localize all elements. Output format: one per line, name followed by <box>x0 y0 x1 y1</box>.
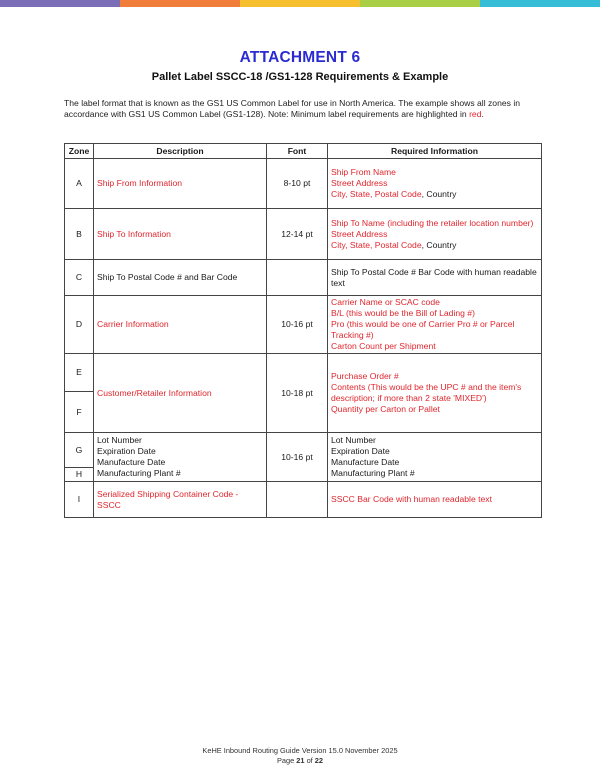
required-info-cell <box>328 209 542 260</box>
requirements-table <box>64 143 542 518</box>
font-cell <box>267 482 328 518</box>
table-row-zone-c <box>65 260 542 296</box>
description-line: Manufacture Date <box>97 457 166 467</box>
description-cell: Carrier Information <box>94 296 267 354</box>
zone-cell: C <box>65 260 94 296</box>
intro-end: . <box>481 109 484 119</box>
info-line: Purchase Order # <box>331 371 399 381</box>
info-line: Ship To Name (including the retailer location number) <box>331 217 534 228</box>
info-line: Pro (this would be one of Carrier Pro # or Parcel Tracking #) <box>331 319 515 340</box>
description-line: Manufacturing Plant # <box>97 468 181 478</box>
table-row-zone-e <box>65 354 542 392</box>
info-line: Carton Count per Shipment <box>331 341 436 351</box>
color-bar-segment-1 <box>0 0 120 7</box>
required-info-cell <box>328 433 542 482</box>
description-cell <box>94 433 267 482</box>
info-line: B/L (this would be the Bill of Lading #) <box>331 308 475 318</box>
font-cell: 12-14 pt <box>267 209 328 260</box>
required-info-cell <box>328 354 542 433</box>
page-current: 21 <box>296 756 305 765</box>
info-line: Contents (This would be the UPC # and the item's description; if more than 2 state 'MIXED') <box>331 382 522 403</box>
zone-cell: D <box>65 296 94 354</box>
header-zone: Zone <box>65 144 94 159</box>
required-info-cell: Ship To Postal Code # Bar Code with human readable text <box>328 260 542 296</box>
color-bar-segment-5 <box>480 0 600 7</box>
description-cell: Ship To Postal Code # and Bar Code <box>94 260 267 296</box>
info-line <box>331 240 538 251</box>
zone-cell: G <box>65 433 94 468</box>
required-info-cell <box>328 296 542 354</box>
page-prefix: Page <box>276 756 297 765</box>
footer-page-number <box>0 756 600 766</box>
info-line: Street Address <box>331 228 388 239</box>
description-line: Expiration Date <box>97 446 156 456</box>
info-line: Manufacturing Plant # <box>331 468 415 478</box>
color-bar-segment-4 <box>360 0 480 7</box>
zone-cell: E <box>65 354 94 392</box>
description-line: Lot Number <box>97 435 142 445</box>
font-cell: 8-10 pt <box>267 159 328 209</box>
description-cell: Customer/Retailer Information <box>94 354 267 433</box>
description-cell: Serialized Shipping Container Code - SSCC <box>94 482 267 518</box>
zone-cell: H <box>65 468 94 482</box>
table-row-zone-i <box>65 482 542 518</box>
font-cell: 10-16 pt <box>267 296 328 354</box>
page-footer <box>0 746 600 766</box>
info-line-highlight: City, State, Postal Code <box>331 239 422 250</box>
info-line: Ship From Name <box>331 167 396 177</box>
footer-guide-version: KeHE Inbound Routing Guide Version 15.0 November 2025 <box>202 746 398 755</box>
intro-highlight-word: red <box>469 109 482 119</box>
header-description: Description <box>94 144 267 159</box>
intro-paragraph <box>64 98 544 120</box>
table-header-row <box>65 144 542 159</box>
info-line: Expiration Date <box>331 446 390 456</box>
info-line <box>331 189 538 200</box>
table-row-zone-g <box>65 433 542 468</box>
page-title: ATTACHMENT 6 <box>239 49 361 66</box>
info-line-tail: , Country <box>421 239 457 250</box>
color-bar-segment-2 <box>120 0 240 7</box>
font-cell: 10-16 pt <box>267 433 328 482</box>
zone-cell: A <box>65 159 94 209</box>
color-bar-segment-3 <box>240 0 360 7</box>
table-row-zone-b <box>65 209 542 260</box>
info-line-highlight: City, State, Postal Code <box>331 189 422 199</box>
font-cell: 10-18 pt <box>267 354 328 433</box>
description-cell: Ship From Information <box>94 159 267 209</box>
info-line: Lot Number <box>331 435 376 445</box>
table-row-zone-a <box>65 159 542 209</box>
font-cell <box>267 260 328 296</box>
info-line: Carrier Name or SCAC code <box>331 297 440 307</box>
intro-text: The label format that is known as the GS1 US Common Label for use in North America. The example shows all zones in accordance with GS1 US Common Label (GS1-128). Note: Minimum label requirements are highlighted in <box>64 98 521 119</box>
header-required-information: Required Information <box>328 144 542 159</box>
info-line: Quantity per Carton or Pallet <box>331 404 440 414</box>
required-info-cell <box>328 159 542 209</box>
zone-cell: B <box>65 209 94 260</box>
info-line: Manufacture Date <box>331 457 400 467</box>
header-font: Font <box>267 144 328 159</box>
table-row-zone-d <box>65 296 542 354</box>
info-line-tail: , Country <box>421 189 457 199</box>
page-mid: of <box>304 756 315 765</box>
description-cell: Ship To Information <box>94 209 267 260</box>
zone-cell: F <box>65 392 94 433</box>
zone-cell: I <box>65 482 94 518</box>
page-total: 22 <box>314 756 324 765</box>
top-color-bar <box>0 0 600 7</box>
required-info-cell: SSCC Bar Code with human readable text <box>328 482 542 518</box>
page-subtitle: Pallet Label SSCC-18 /GS1-128 Requirements & Example <box>151 71 449 83</box>
info-line: Street Address <box>331 178 388 188</box>
